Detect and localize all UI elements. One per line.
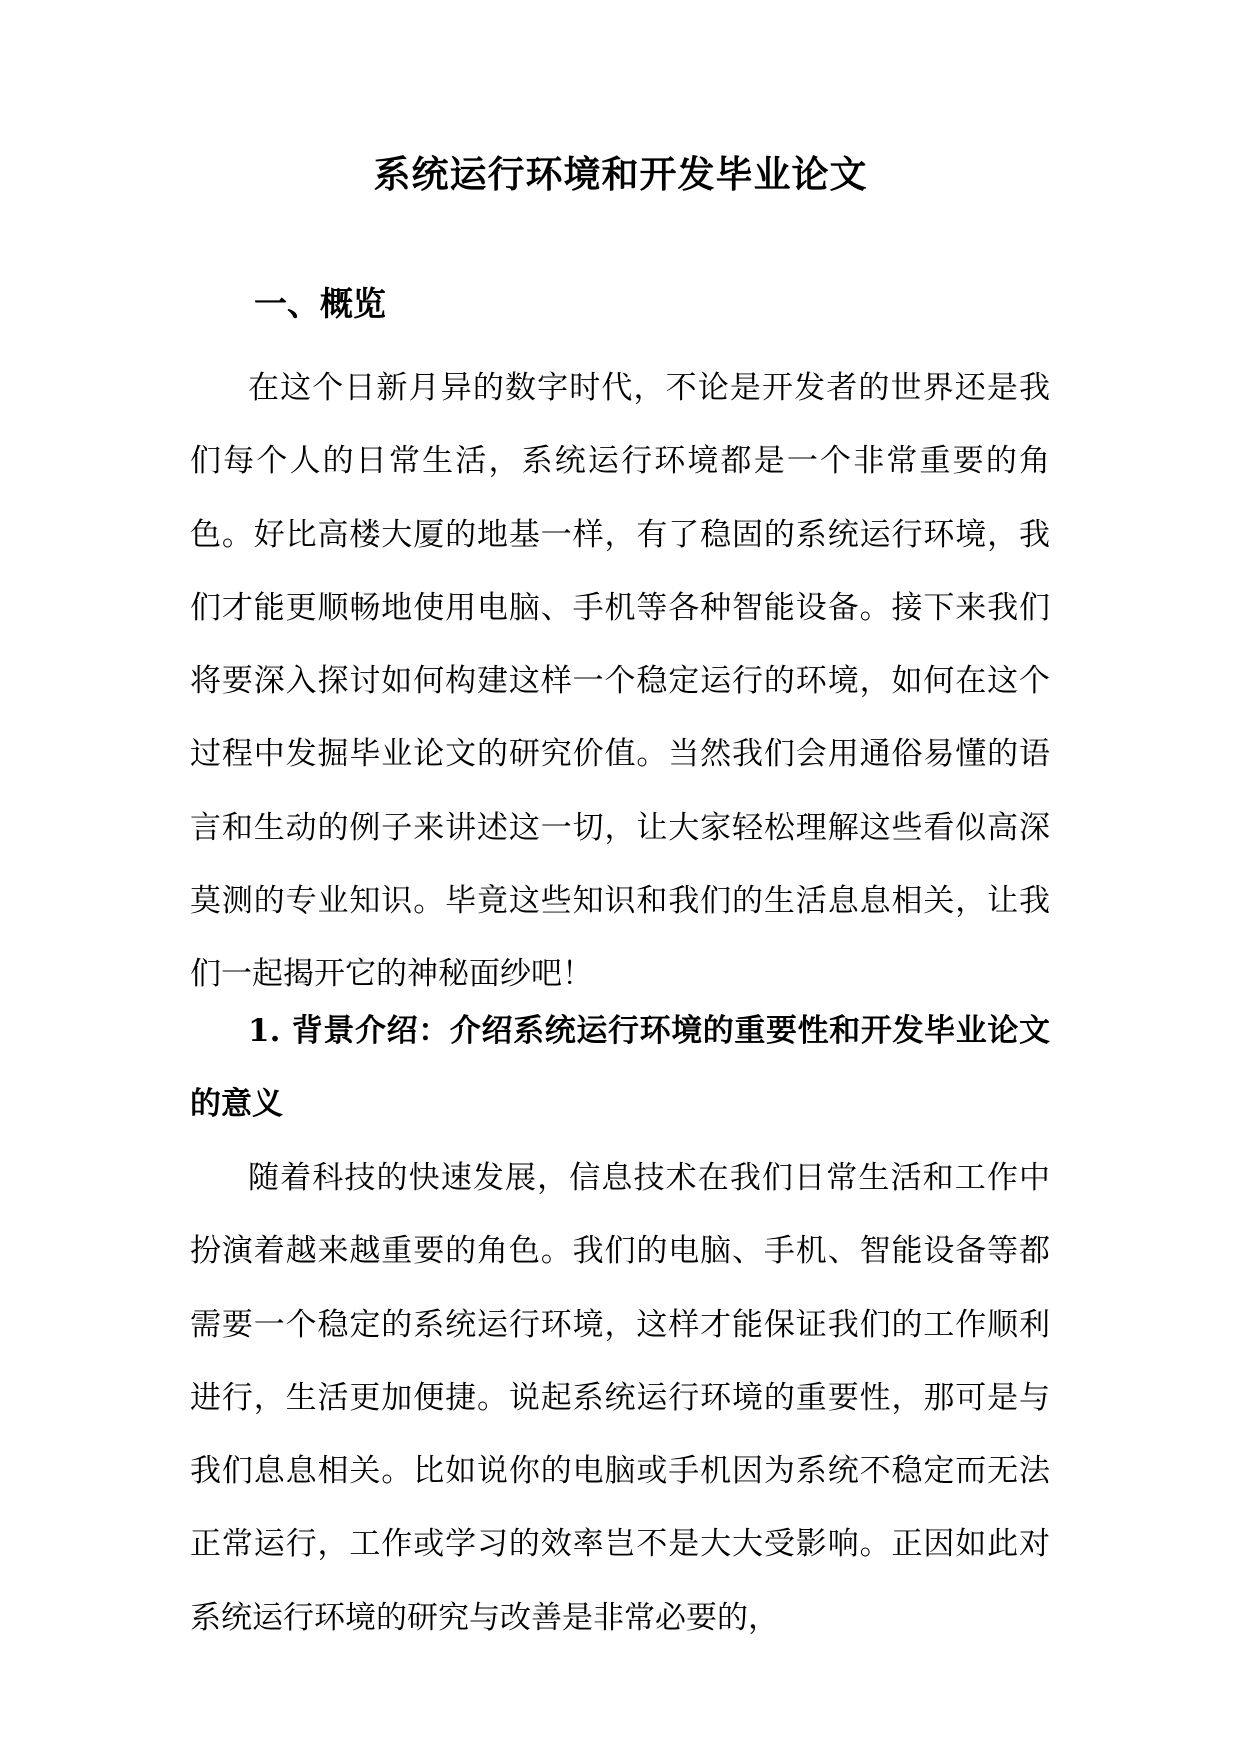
section-heading: 一、概览 <box>254 284 386 323</box>
subsection-heading: 1. 背景介绍：介绍系统运行环境的重要性和开发毕业论文的意义 <box>190 1013 1050 1123</box>
document-title: 系统运行环境和开发毕业论文 <box>373 152 868 196</box>
body-paragraph: 在这个日新月异的数字时代，不论是开发者的世界还是我们每个人的日常生活，系统运行环境都是一个非常重要的角色。好比高楼大厦的地基一样，有了稳固的系统运行环境，我们才能更顺畅地使用电脑、手机等各种智能设备。接下来我们将要深入探讨如何构建这样一个稳定运行的环境，如何在这个过程中发掘毕业论文的研究价值。当然我们会用通俗易懂的语言和生动的例子来讲述这一切，让大家轻松理解这些看似高深莫测的专业知识。毕竟这些知识和我们的生活息息相关，让我们一起揭开它的神秘面纱吧！ <box>190 370 1050 993</box>
body-paragraph: 随着科技的快速发展，信息技术在我们日常生活和工作中扮演着越来越重要的角色。我们的电脑、手机、智能设备等都需要一个稳定的系统运行环境，这样才能保证我们的工作顺利进行，生活更加便捷。说起系统运行环境的重要性，那可是与我们息息相关。比如说你的电脑或手机因为系统不稳定而无法正常运行，工作或学习的效率岂不是大大受影响。正因如此对系统运行环境的研究与改善是非常必要的， <box>190 1160 1050 1636</box>
